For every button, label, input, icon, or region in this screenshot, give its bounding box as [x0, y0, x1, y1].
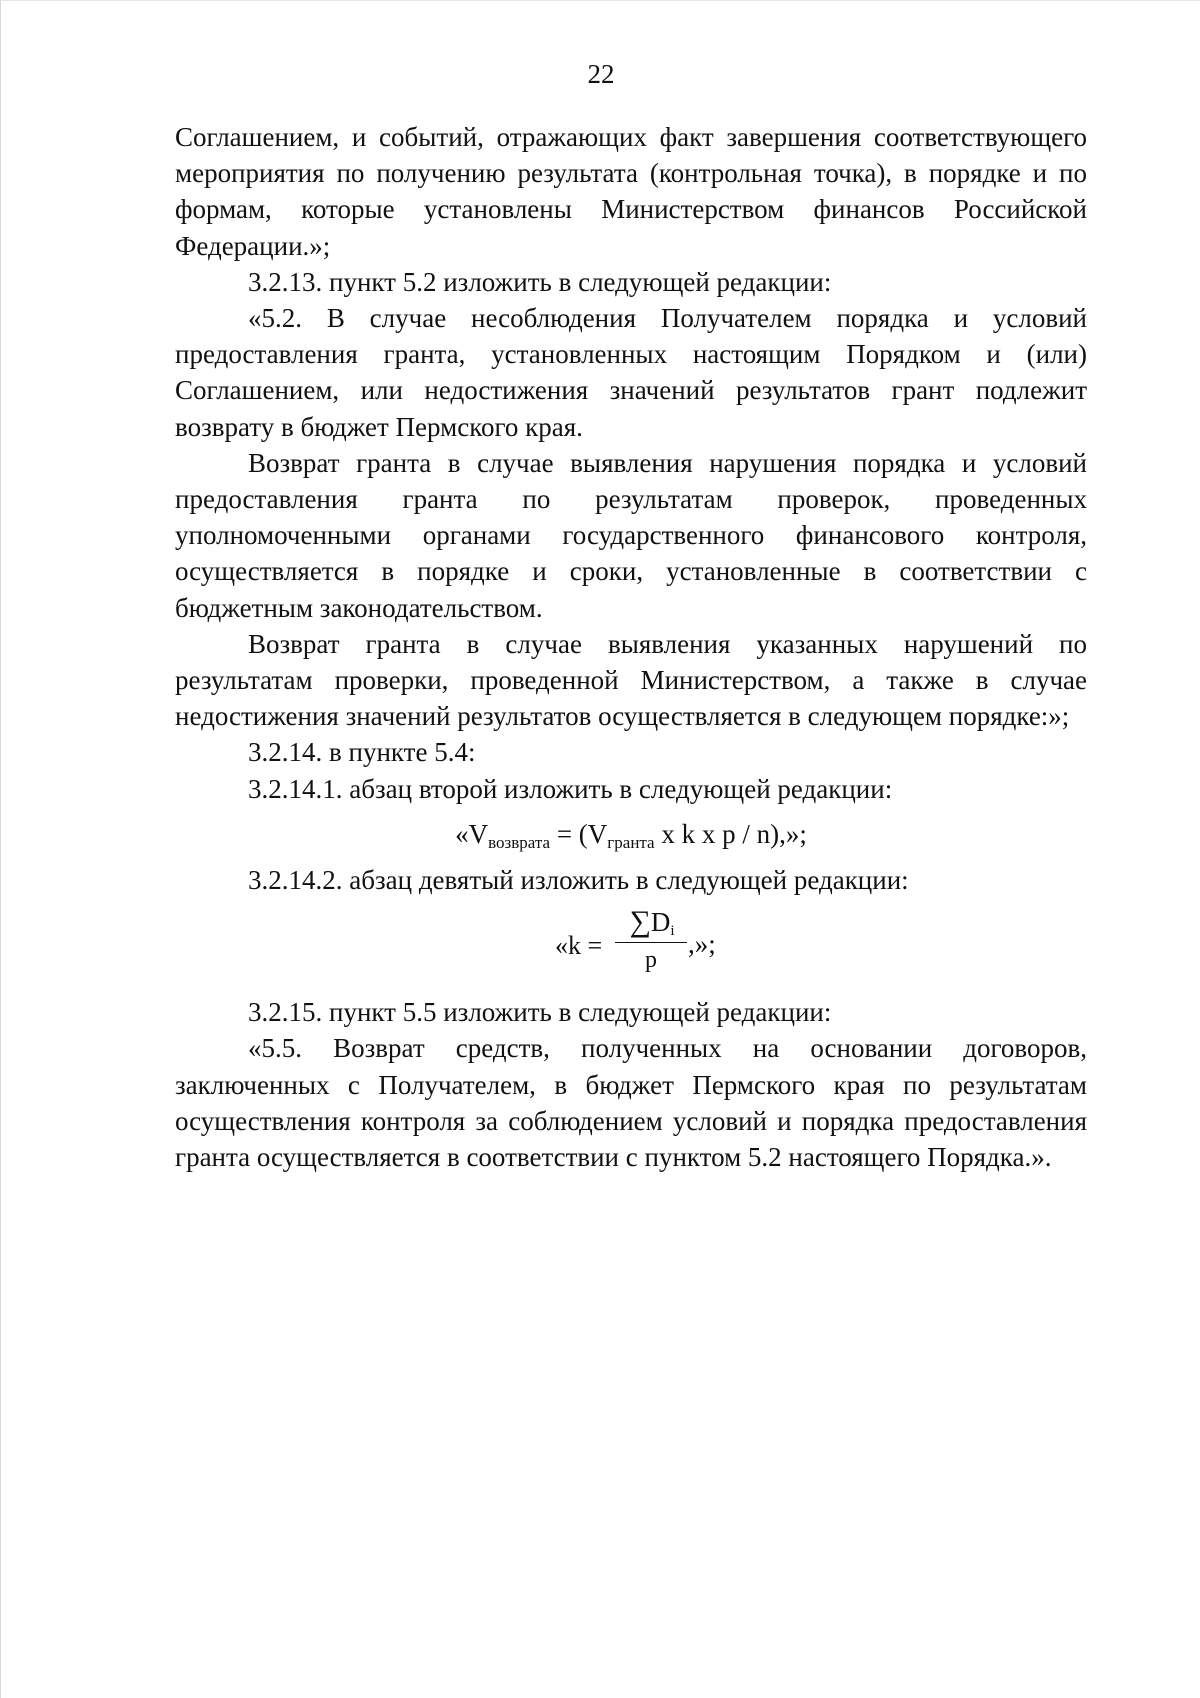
formula-k-denominator: p [645, 947, 657, 974]
formula-sub-return: возврата [488, 832, 551, 852]
formula-v-open: «V [455, 818, 489, 849]
paragraph-3-2-15: 3.2.15. пункт 5.5 изложить в следующей редакции: [248, 997, 832, 1028]
formula-k-lead: «k = [555, 931, 603, 961]
paragraph-3-2-14: 3.2.14. в пункте 5.4: [248, 737, 476, 768]
formula-v-return [175, 816, 1087, 852]
paragraph-3-2-14-1: 3.2.14.1. абзац второй изложить в следующей редакции: [248, 773, 893, 804]
formula-k-d: D [650, 907, 671, 938]
paragraph-5-5-quote: «5.5. Возврат средств, полученных на основании договоров, заключенных с Получателем, в бюджет Пермского края по результатам осуществления контроля за соблюдением условий и порядка предоставления гранта осуществляется в соответствии с пунктом 5.2 настоящего Порядка.». [175, 1033, 1087, 1173]
paragraph-5-2-quote: «5.2. В случае несоблюдения Получателем порядка и условий предоставления гранта, установленных настоящим Порядком и (или) Соглашением, или недостижения значений результатов грант подлежит возврату в бюджет Пермского края. [175, 303, 1087, 442]
sigma-symbol: ∑ [629, 905, 651, 939]
formula-sub-grant: гранта [607, 832, 655, 852]
paragraph-3-2-14-2: 3.2.14.2. абзац девятый изложить в следующей редакции: [248, 865, 909, 896]
formula-k-d-sub: i [670, 923, 675, 940]
paragraph-return-control: Возврат гранта в случае выявления нарушения порядка и условий предоставления гранта по результатам проверок, проведенных уполномоченными органами государственного финансового контроля, осуществляется в порядке и сроки, установленные в соответствии с бюджетным законодательством. [175, 447, 1087, 623]
document-body [175, 119, 1087, 1175]
paragraph-return-ministry: Возврат гранта в случае выявления указанных нарушений по результатам проверки, проведенной Министерством, а также в случае недостижения значений результатов осуществляется в следующем порядке:»; [175, 628, 1087, 732]
formula-k-tail: ,»; [688, 929, 716, 960]
formula-v-mid: = (V [550, 818, 608, 849]
formula-k [175, 898, 1087, 994]
formula-v-rest: x k x p / n),»; [654, 818, 807, 849]
page-number: 22 [587, 59, 615, 89]
paragraph-3-2-13: 3.2.13. пункт 5.2 изложить в следующей редакции: [248, 266, 832, 297]
paragraph-continuation: Соглашением, и событий, отражающих факт завершения соответствующего мероприятия по получению результата (контрольная точка), в порядке и по формам, которые установлены Министерством финансов Российской Федерации.»; [175, 122, 1087, 261]
